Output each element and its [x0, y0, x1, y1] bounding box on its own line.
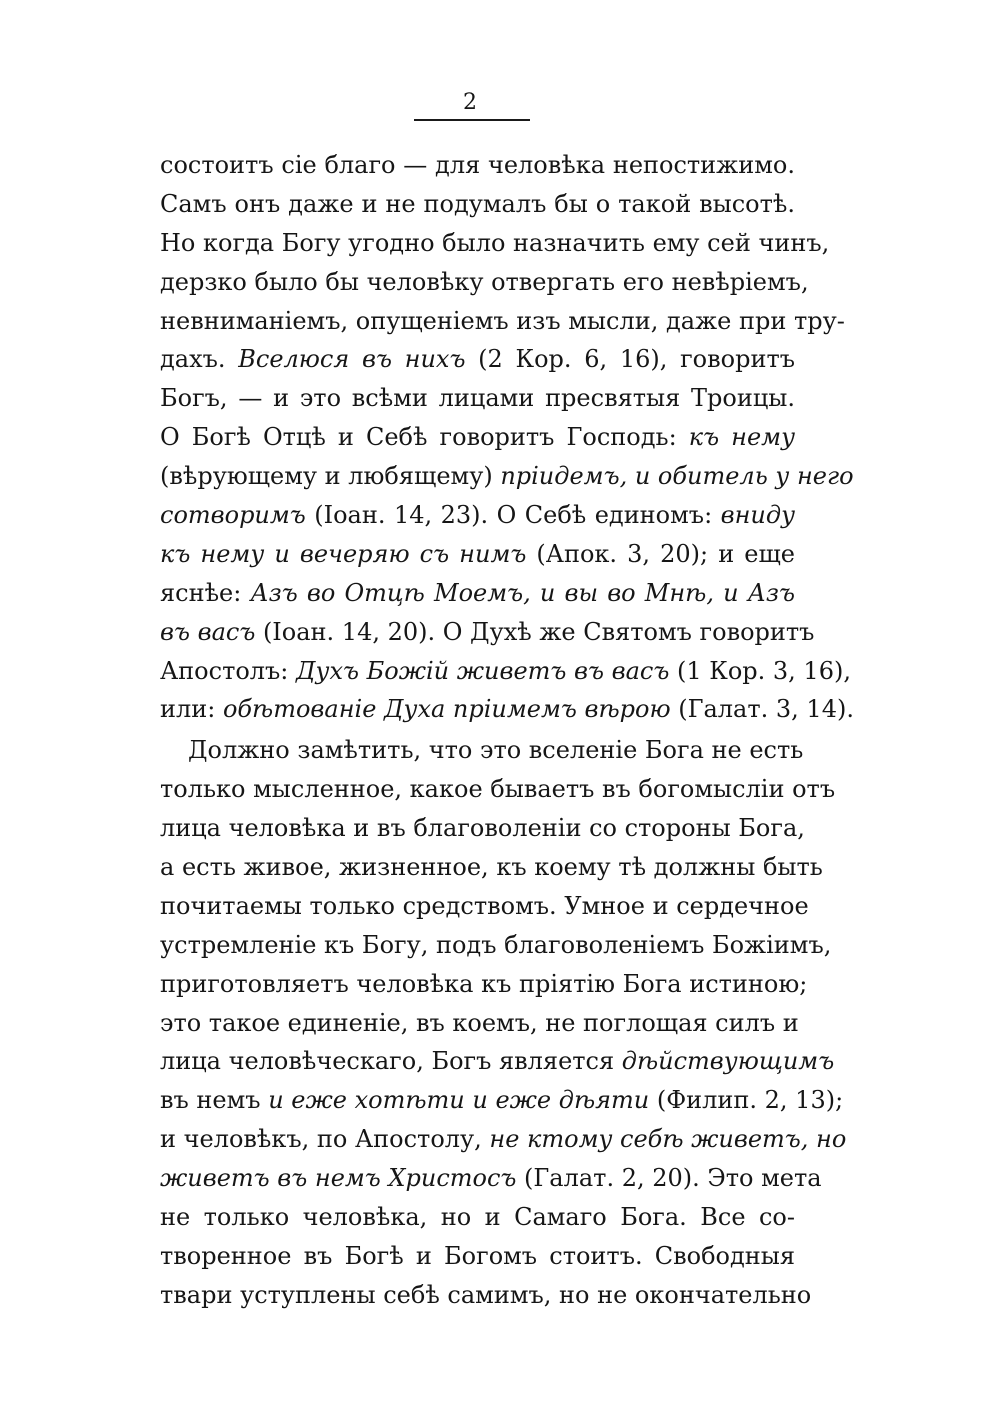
text-line [160, 770, 836, 809]
italic-quote: къ нему [688, 423, 795, 452]
italic-quote: къ нему и вечеряю съ нимъ [160, 539, 527, 568]
italic-quote: сотворимъ [160, 501, 306, 530]
text-segment: (1 Кор. 3, 16), [669, 656, 851, 685]
text-segment: (Іоан. 14, 23). О Себѣ единомъ: [305, 501, 721, 530]
text-segment: твари уступлены себѣ самимъ, но не окончательно [160, 1280, 812, 1309]
text-segment: устремленіе къ Богу, подъ благоволеніемъ Божіимъ, [160, 930, 832, 959]
text-line [160, 887, 809, 926]
text-segment: лица человѣка и въ благоволеніи со стороны Бога, [160, 814, 805, 843]
text-line [160, 848, 823, 887]
text-line [160, 1198, 795, 1237]
text-segment: а есть живое, жизненное, къ коему тѣ должны быть [160, 853, 823, 882]
text-segment: не только человѣка, но и Самаго Бога. Все со- [160, 1203, 795, 1232]
paragraph [160, 146, 854, 729]
text-line [160, 457, 854, 496]
text-segment: (вѣрующему и любящему) [160, 462, 501, 491]
text-segment: дахъ. [160, 345, 239, 374]
text-line [160, 574, 795, 613]
text-segment: Богъ, — и это всѣми лицами пресвятыя Троицы. [160, 384, 795, 413]
italic-quote: не ктому себѣ живетъ, но [489, 1125, 847, 1154]
text-segment: О Богѣ Отцѣ и Себѣ говоритъ Господь: [160, 423, 689, 452]
text-segment: (2 Кор. 6, 16), говоритъ [465, 345, 795, 374]
italic-quote: живетъ въ немъ Христосъ [160, 1164, 517, 1193]
text-line [160, 1120, 847, 1159]
text-segment: только мысленное, какое бываетъ въ богомысліи отъ [160, 775, 836, 804]
paragraph [160, 731, 847, 1314]
text-line [160, 1042, 835, 1081]
text-segment: (Галат. 2, 20). Это мета [516, 1164, 822, 1193]
text-segment: и человѣкъ, по Апостолу, [160, 1125, 490, 1154]
text-line [160, 965, 808, 1004]
italic-quote: Азъ во Отцѣ Моемъ, и вы во Мнѣ, и Азъ [250, 578, 795, 607]
italic-quote: пріидемъ, и обитель у него [500, 462, 854, 491]
text-segment: приготовляетъ человѣка къ пріятію Бога истиною; [160, 969, 808, 998]
text-segment: (Іоан. 14, 20). О Духѣ же Святомъ говоритъ [255, 617, 815, 646]
header-rule [414, 119, 530, 121]
italic-quote: въ васъ [160, 617, 256, 646]
italic-quote: Духъ Божій живетъ въ васъ [296, 656, 670, 685]
text-segment: почитаемы только средствомъ. Умное и сердечное [160, 891, 809, 920]
text-segment: творенное въ Богѣ и Богомъ стоитъ. Свободныя [160, 1241, 795, 1270]
italic-quote: обѣтованіе Духа пріимемъ вѣрою [222, 695, 671, 724]
text-segment: (Апок. 3, 20); и еще [526, 539, 796, 568]
text-segment: яснѣе: [160, 578, 251, 607]
text-line [160, 926, 832, 965]
text-segment: или: [160, 695, 223, 724]
text-line [160, 1237, 795, 1276]
text-line [160, 496, 795, 535]
text-line [160, 263, 809, 302]
text-line [160, 1004, 799, 1043]
text-line [160, 146, 795, 185]
text-segment: (Галат. 3, 14). [670, 695, 854, 724]
text-line [160, 302, 845, 341]
text-line [160, 1081, 844, 1120]
page-number: 2 [463, 90, 477, 115]
text-line [160, 185, 795, 224]
text-line [160, 731, 804, 770]
text-line [160, 418, 795, 457]
body-text [160, 146, 854, 1315]
text-line [160, 224, 830, 263]
text-segment: лица человѣческаго, Богъ является [160, 1047, 622, 1076]
text-segment: Но когда Богу угодно было назначить ему сей чинъ, [160, 228, 830, 257]
text-line [160, 340, 795, 379]
text-line [160, 613, 815, 652]
text-line [160, 1159, 822, 1198]
text-segment: невниманіемъ, опущеніемъ изъ мысли, даже при тру- [160, 306, 845, 335]
text-line [160, 1276, 812, 1315]
italic-quote: Вселюся въ нихъ [238, 345, 466, 374]
text-segment: состоитъ сіе благо — для человѣка непостижимо. [160, 151, 795, 179]
text-segment: это такое единеніе, въ коемъ, не поглощая силъ и [160, 1008, 799, 1037]
italic-quote: дѣйствующимъ [621, 1047, 835, 1076]
text-segment: Апостолъ: [160, 656, 297, 685]
italic-quote: и еже хотѣти и еже дѣяти [268, 1086, 650, 1115]
text-line [160, 535, 795, 574]
text-segment: Должно замѣтить, что это вселеніе Бога не есть [188, 736, 804, 765]
text-segment: въ немъ [160, 1086, 269, 1115]
text-line [160, 379, 795, 418]
text-line [160, 652, 851, 691]
text-segment: дерзко было бы человѣку отвергать его невѣріемъ, [160, 267, 809, 296]
italic-quote: вниду [720, 501, 795, 530]
text-segment: Самъ онъ даже и не подумалъ бы о такой высотѣ. [160, 189, 795, 218]
text-line [160, 690, 854, 729]
text-segment: (Филип. 2, 13); [649, 1086, 844, 1115]
text-line [160, 809, 805, 848]
